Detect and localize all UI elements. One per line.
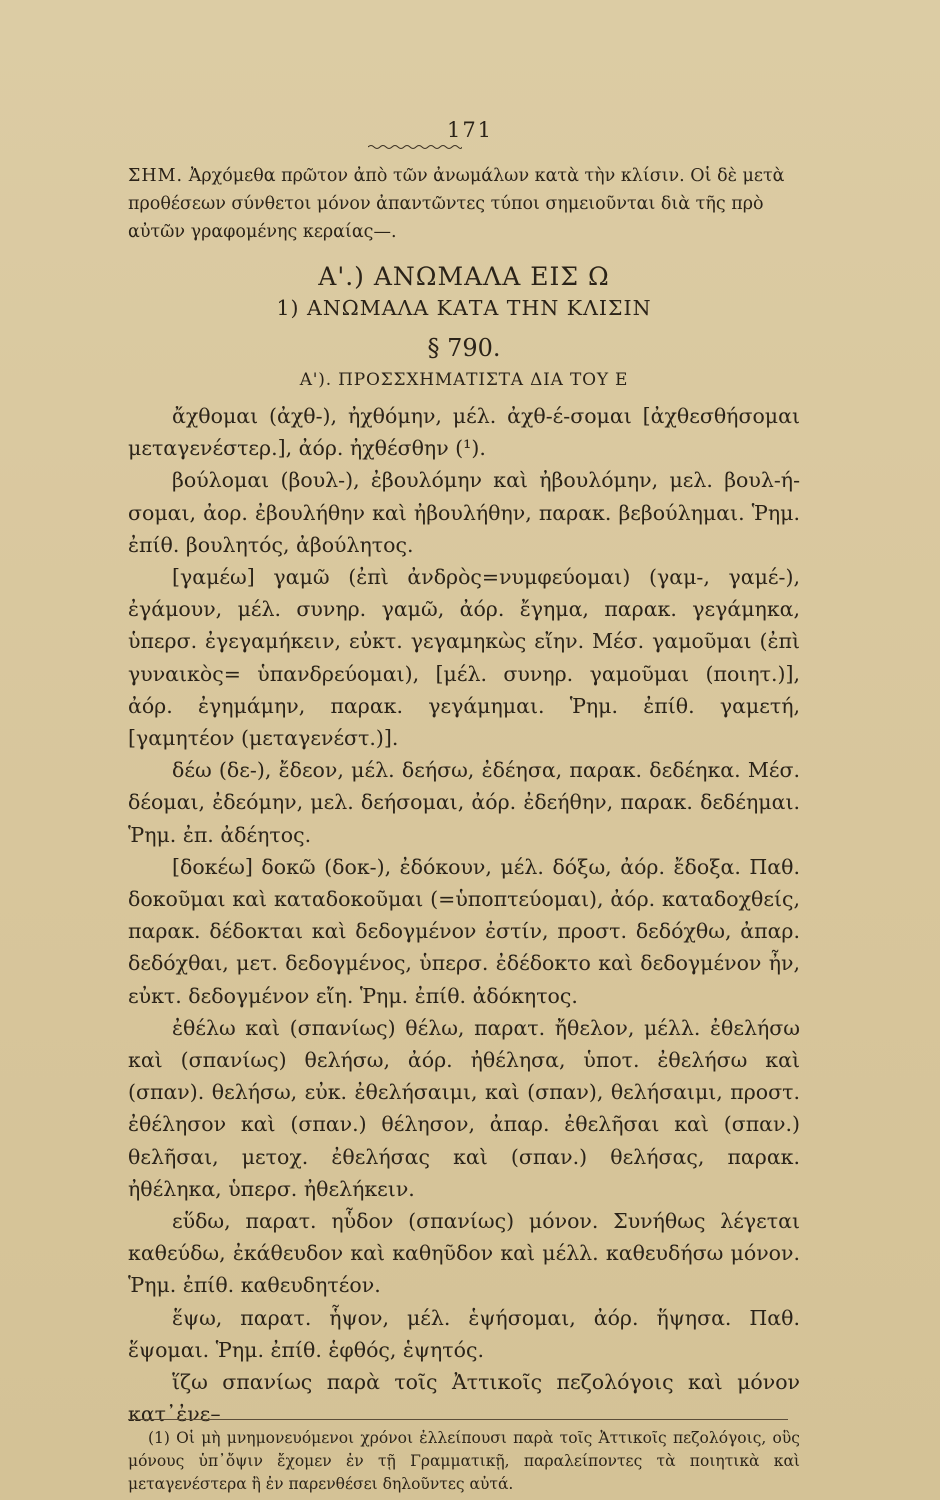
- note-text: Ἀρχόμεθα πρῶτον ἀπὸ τῶν ἀνωμάλων κατὰ τὴν κλίσιν. Οἱ δὲ μετὰ προθέσεων σύνθετοι μόνον ἀπαντῶντες τύποι σημειοῦνται διὰ τῆς πρὸ αὐτῶν γραφομένης κεραίας—.: [128, 166, 785, 242]
- section-heading: Α'.) ΑΝΩΜΑΛΑ ΕΙΣ Ω: [318, 262, 610, 291]
- page-number-ornament-rule: [368, 144, 462, 150]
- note-paragraph: [128, 162, 800, 246]
- entry-hizo: ἵζω σπανίως παρὰ τοῖς Ἀττικοῖς πεζολόγοις καὶ μόνον κατ᾽ἐνε–: [128, 1370, 800, 1427]
- page-number: 171: [446, 118, 494, 142]
- entry-deo: δέω (δε-), ἔδεον, μέλ. δεήσω, ἐδέησα, παρακ. δεδέηκα. Μέσ. δέομαι, ἐδεόμην, μελ. δεήσομαι, ἀόρ. ἐδεήθην, παρακ. δεδέημαι. Ῥημ. ἐπ. ἀδέητος.: [128, 758, 800, 847]
- entry-dokeo: [δοκέω] δοκῶ (δοκ-), ἐδόκουν, μέλ. δόξω, ἀόρ. ἔδοξα. Παθ. δοκοῦμαι καὶ καταδοκοῦμαι (=ὑποπτεύομαι), ἀόρ. καταδοχθείς, παρακ. δέδοκται καὶ δεδογμένον ἐστίν, προστ. δεδόχθω, ἀπαρ. δεδόχθαι, μετ. δεδογμένος, ὑπερσ. ἐδέδοκτο καὶ δεδογμένον ἦν, εὐκτ. δεδογμένον εἴη. Ῥημ. ἐπίθ. ἀδόκητος.: [128, 854, 800, 1008]
- footnote-rule: [128, 1419, 788, 1420]
- footnote-text: (1) Οἱ μὴ μνημονευόμενοι χρόνοι ἐλλείπουσι παρὰ τοῖς Ἀττικοῖς πεζολόγοις, οὓς μόνους ὑπ᾽ὄψιν ἔχομεν ἐν τῇ Γραμματικῇ, παραλείποντες τὰ ποιητικὰ καὶ μεταγενέστερα ἢ ἐν παρενθέσει δηλοῦντες αὐτά.: [128, 1429, 800, 1493]
- entry-achthomai: ἄχθομαι (ἀχθ-), ἠχθόμην, μέλ. ἀχθ-έ-σομαι [ἀχθεσθήσομαι μεταγενέστερ.], ἀόρ. ἠχθέσθην (¹).: [128, 404, 800, 461]
- entry-gameo: [γαμέω] γαμῶ (ἐπὶ ἀνδρὸς=νυμφεύομαι) (γαμ-, γαμέ-), ἐγάμουν, μέλ. συνηρ. γαμῶ, ἀόρ. ἔγημα, παρακ. γεγάμηκα, ὑπερσ. ἐγεγαμήκειν, εὐκτ. γεγαμηκὼς εἴην. Μέσ. γαμοῦμαι (ἐπὶ γυναικὸς= ὑπανδρεύομαι), [μέλ. συνηρ. γαμοῦμαι (ποιητ.)], ἀόρ. ἐγημάμην, παρακ. γεγάμημαι. Ῥημ. ἐπίθ. γαμετή, [γαμητέον (μεταγενέστ.)].: [128, 565, 800, 751]
- note-label: ΣΗΜ.: [128, 166, 184, 186]
- entry-ethelo: ἐθέλω καὶ (σπανίως) θέλω, παρατ. ἤθελον, μέλλ. ἐθελήσω καὶ (σπανίως) θελήσω, ἀόρ. ἠθέλησα, ὑποτ. ἐθελήσω καὶ (σπαν). θελήσω, εὐκ. ἐθελήσαιμι, καὶ (σπαν), θελήσαιμι, προστ. ἐθέλησον καὶ (σπαν.) θέλησον, ἀπαρ. ἐθελῆσαι καὶ (σπαν.) θελῆσαι, μετοχ. ἐθελήσας καὶ (σπαν.) θελήσας, παρακ. ἠθέληκα, ὑπερσ. ἠθελήκειν.: [128, 1015, 800, 1201]
- verb-entries: [128, 400, 800, 1431]
- entry-hepso: ἕψω, παρατ. ἧψον, μέλ. ἑψήσομαι, ἀόρ. ἥψησα. Παθ. ἕψομαι. Ῥημ. ἐπίθ. ἑφθός, ἑψητός.: [128, 1305, 800, 1362]
- entry-boulomai: βούλομαι (βουλ-), ἐβουλόμην καὶ ἠβουλόμην, μελ. βουλ-ή-σομαι, ἀορ. ἐβουλήθην καὶ ἠβουλήθην, παρακ. βεβούλημαι. Ῥημ. ἐπίθ. βουλητός, ἀβούλητος.: [128, 468, 800, 557]
- entry-heudo: εὕδω, παρατ. ηὗδον (σπανίως) μόνον. Συνήθως λέγεται καθεύδω, ἐκάθευδον καὶ καθηῦδον καὶ μέλλ. καθευδήσω μόνον. Ῥημ. ἐπίθ. καθευδητέον.: [128, 1209, 800, 1298]
- subsection-heading: 1) ΑΝΩΜΑΛΑ ΚΑΤΑ ΤΗΝ ΚΛΙΣΙΝ: [276, 296, 652, 320]
- group-heading: Α'). ΠΡΟΣΣΧΗΜΑΤΙΣΤΑ ΔΙΑ ΤΟΥ Ε: [299, 370, 629, 390]
- footnote: [128, 1427, 800, 1496]
- paragraph-number: § 790.: [427, 334, 501, 362]
